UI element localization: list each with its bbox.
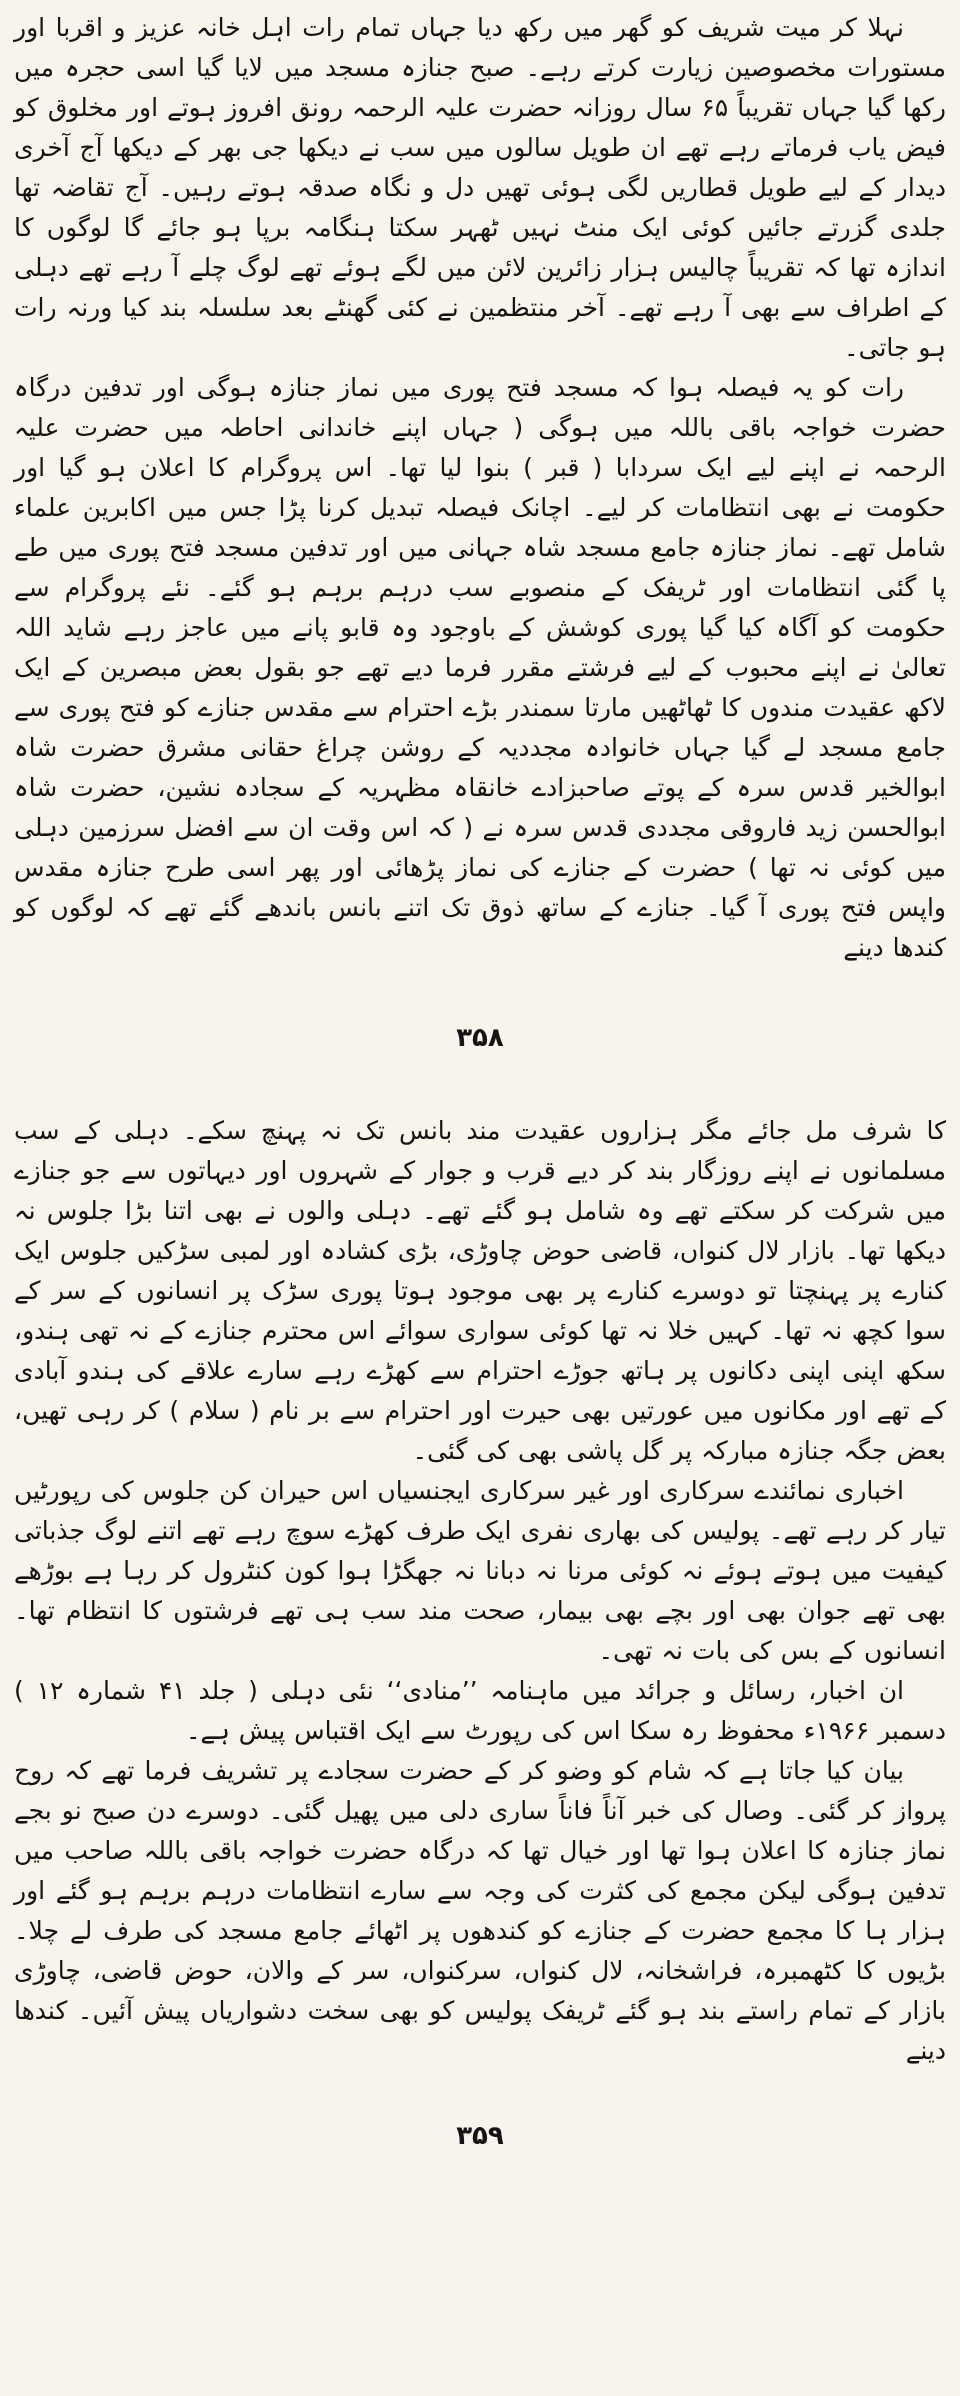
paragraph: اخباری نمائندے سرکاری اور غیر سرکاری ایجنسیاں اس حیران کن جلوس کی رپورٹیں تیار کر رہے تھے۔ پولیس کی بھاری نفری ایک طرف کھڑے سوچ رہے تھے اتنے لوگ جذباتی کیفیت میں ہوتے ہوئے نہ کوئی مرنا نہ دبانا نہ جھگڑا ہوا کون کنٹرول کر رہا ہے بوڑھے بھی تھے جوان بھی اور بچے بھی بیمار، صحت مند سب ہی تھے فرشتوں کا انتظام تھا۔ انسانوں کے بس کی بات نہ تھی۔ xyxy=(14,1476,946,1665)
page-number-359: ۳۵۹ xyxy=(456,2121,504,2151)
book-page-359 xyxy=(0,1103,960,2181)
book-page-358 xyxy=(0,0,960,1103)
paragraph: نہلا کر میت شریف کو گھر میں رکھ دیا جہاں تمام رات اہل خانہ عزیز و اقربا اور مستورات مخصوصین زیارت کرتے رہے۔ صبح جنازہ مسجد میں لایا گیا اسی حجرہ میں رکھا گیا جہاں تقریباً ۶۵ سال روزانہ حضرت علیہ الرحمہ رونق افروز ہوتے اور مخلوق کو فیض یاب فرماتے رہے تھے ان طویل سالوں میں سب نے دیکھا جی بھر کے دیکھا آج آخری دیدار کے لیے طویل قطاریں لگی ہوئی تھیں دل و نگاہ صدقہ ہوتے رہیں۔ آج تقاضہ تھا جلدی گزرتے جائیں کوئی ایک منٹ نہیں ٹھہر سکتا ہنگامہ برپا ہو جائے گا لوگوں کا اندازہ تھا کہ تقریباً چالیس ہزار زائرین لائن میں لگے ہوئے تھے لوگ چلے آ رہے تھے دہلی کے اطراف سے بھی آ رہے تھے۔ آخر منتظمین نے کئی گھنٹے بعد سلسلہ بند کیا ورنہ رات ہو جاتی۔ xyxy=(14,13,946,362)
paragraph: رات کو یہ فیصلہ ہوا کہ مسجد فتح پوری میں نماز جنازہ ہوگی اور تدفین درگاہ حضرت خواجہ باقی باللہ میں ہوگی ( جہاں اپنے خاندانی احاطہ میں حضرت علیہ الرحمہ نے اپنے لیے ایک سردابا ( قبر ) بنوا لیا تھا۔ اس پروگرام کا اعلان ہو گیا اور حکومت نے بھی انتظامات کر لیے۔ اچانک فیصلہ تبدیل کرنا پڑا جس میں اکابرین علماء شامل تھے۔ نماز جنازہ جامع مسجد شاہ جہانی میں اور تدفین مسجد فتح پوری میں طے پا گئی انتظامات اور ٹریفک کے منصوبے سب درہم برہم ہو گئے۔ نئے پروگرام سے حکومت کو آگاہ کیا گیا پوری کوشش کے باوجود وہ قابو پانے میں عاجز رہے شاید اللہ تعالیٰ نے اپنے محبوب کے لیے فرشتے مقرر فرما دیے تھے جو بقول بعض مبصرین کے ایک لاکھ عقیدت مندوں کا ٹھاٹھیں مارتا سمندر بڑے احترام سے مقدس جنازے کو فتح پوری سے جامع مسجد لے گیا جہاں خانوادہ مجددیہ کے روشن چراغ حقانی مشرق حضرت شاہ ابوالخیر قدس سرہ کے پوتے صاحبزادے خانقاہ مظہریہ کے سجادہ نشین، حضرت شاہ ابوالحسن زید فاروقی مجددی قدس سرہ نے ( کہ اس وقت ان سے افضل سرزمین دہلی میں کوئی نہ تھا ) حضرت کے جنازے کی نماز پڑھائی اور پھر اسی طرح جنازہ مقدس واپس فتح پوری آ گیا۔ جنازے کے ساتھ ذوق تک اتنے بانس باندھے گئے تھے کہ لوگوں کو کندھا دینے xyxy=(14,373,946,962)
paragraph: کا شرف مل جائے مگر ہزاروں عقیدت مند بانس تک نہ پہنچ سکے۔ دہلی کے سب مسلمانوں نے اپنے روزگار بند کر دیے قرب و جوار کے شہروں اور دیہاتوں سے جو جنازے میں شرکت کر سکتے تھے وہ شامل ہو گئے تھے۔ دہلی والوں نے بھی اتنا بڑا جلوس نہ دیکھا تھا۔ بازار لال کنواں، قاضی حوض چاوڑی، بڑی کشادہ اور لمبی سڑکیں جلوس ایک کنارے پر پہنچتا تو دوسرے کنارے پر بھی موجود ہوتا پوری سڑک پر انسانوں کے سر کے سوا کچھ نہ تھا۔ کہیں خلا نہ تھا کوئی سواری سوائے اس محترم جنازے کے نہ تھی ہندو، سکھ اپنی اپنی دکانوں پر ہاتھ جوڑے احترام سے کھڑے رہے سارے علاقے کی ہندو آبادی کے تھے اور مکانوں میں عورتیں بھی حیرت اور احترام سے بر نام ( سلام ) کر رہی تھیں، بعض جگہ جنازہ مبارکہ پر گل پاشی بھی کی گئی۔ xyxy=(14,1116,946,1465)
paragraph: بیان کیا جاتا ہے کہ شام کو وضو کر کے حضرت سجادے پر تشریف فرما تھے کہ روح پرواز کر گئی۔ وصال کی خبر آناً فاناً ساری دلی میں پھیل گئی۔ دوسرے دن صبح نو بجے نماز جنازہ کا اعلان ہوا تھا اور خیال تھا کہ درگاہ حضرت خواجہ باقی باللہ صاحب میں تدفین ہوگی لیکن مجمع کی کثرت کی وجہ سے سارے انتظامات درہم برہم ہو گئے اور ہزار ہا کا مجمع حضرت کے جنازے کو کندھوں پر اٹھائے جامع مسجد کی طرف لے چلا۔ بڑیوں کا کٹھمبرہ، فراشخانہ، لال کنواں، سرکنواں، سر کے والان، حوض قاضی، چاوڑی بازار کے تمام راستے بند ہو گئے ٹریفک پولیس کو بھی سخت دشواریاں پیش آئیں۔ کندھا دینے xyxy=(14,1756,946,2065)
paragraph: ان اخبار، رسائل و جرائد میں ماہنامہ ’’منادی‘‘ نئی دہلی ( جلد ۴۱ شمارہ ۱۲ ) دسمبر ۱۹۶۶ء محفوظ رہ سکا اس کی رپورٹ سے ایک اقتباس پیش ہے۔ xyxy=(14,1676,946,1745)
page-number-358: ۳۵۸ xyxy=(456,1023,504,1053)
